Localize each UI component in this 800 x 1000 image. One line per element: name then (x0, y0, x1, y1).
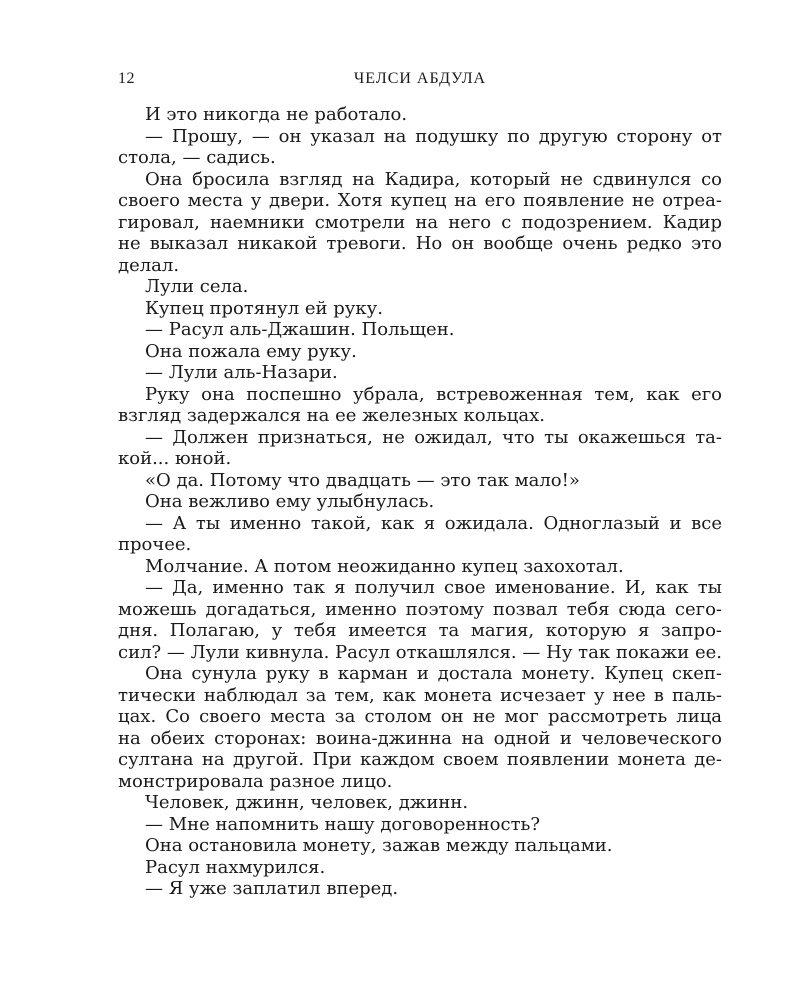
text-line: Руку она поспешно убрала, встревоженная тем, как его (145, 383, 722, 405)
text-line: — Да, именно так я получил свое именование. И, как ты (145, 577, 722, 598)
text-line: — Лули аль-Назари. (145, 362, 338, 383)
body-text (118, 104, 722, 900)
page-number: 12 (118, 70, 135, 87)
text-line: — Расул аль-Джашин. Польщен. (145, 319, 455, 340)
text-line: Человек, джинн, человек, джинн. (145, 792, 469, 813)
text-line: можешь догадаться, именно поэтому позвал тебя сюда сего- (118, 598, 722, 620)
text-line: своего места у двери. Хотя купец на его появление не отреа- (118, 190, 722, 211)
text-line: дня. Полагаю, у тебя имеется та магия, которую я запро- (118, 620, 722, 641)
text-line: — Мне напомнить нашу договоренность? (145, 813, 540, 835)
running-title: ЧЕЛСИ АБДУЛА (353, 70, 487, 87)
text-line: Молчание. А потом неожиданно купец захохотал. (145, 555, 624, 577)
text-line: монстрировала разное лицо. (118, 770, 393, 792)
text-line: Она остановила монету, зажав между пальцами. (145, 835, 613, 856)
text-line: «О да. Потому что двадцать — это так мало!» (145, 469, 580, 491)
text-line: прочее. (118, 534, 192, 555)
text-line: Она бросила взгляд на Кадира, который не сдвинулся со (145, 168, 722, 190)
text-line: Расул нахмурился. (145, 856, 326, 878)
text-line: цах. Со своего места за столом он не мог рассмотреть лица (118, 706, 722, 727)
text-line: султана на другой. При каждом своем появлении монета де- (118, 749, 722, 770)
text-line: на обеих сторонах: воина-джинна на одной и человеческого (118, 727, 722, 749)
text-line: Купец протянул ей руку. (145, 297, 383, 319)
page-header (118, 70, 722, 94)
text-line: сил? — Лули кивнула. Расул откашлялся. — Ну так покажи ее. (118, 641, 722, 663)
text-line: Она вежливо ему улыбнулась. (145, 491, 435, 512)
text-line: тически наблюдал за тем, как монета исчезает у нее в паль- (118, 684, 722, 706)
text-line: Она сунула руку в карман и достала монету. Купец скеп- (145, 663, 722, 684)
text-line: И это никогда не работало. (145, 104, 408, 125)
text-line: делал. (118, 254, 180, 276)
text-line: Лули села. (145, 276, 249, 297)
text-line: — А ты именно такой, как я ожидала. Одноглазый и все (145, 512, 722, 534)
text-line: — Прошу, — он указал на подушку по другую сторону от (145, 125, 722, 147)
text-line: взгляд задержался на ее железных кольцах. (118, 405, 545, 426)
text-line: гировал, наемники смотрели на него с подозрением. Кадир (118, 211, 722, 233)
text-line: стола, — садись. (118, 147, 276, 168)
text-line: кой... юной. (118, 448, 232, 469)
text-line: Она пожала ему руку. (145, 340, 357, 362)
text-line: — Я уже заплатил вперед. (145, 878, 399, 899)
text-line: не выказал никакой тревоги. Но он вообще очень редко это (118, 233, 722, 254)
text-line: — Должен признаться, не ожидал, что ты окажешься та- (145, 426, 722, 448)
